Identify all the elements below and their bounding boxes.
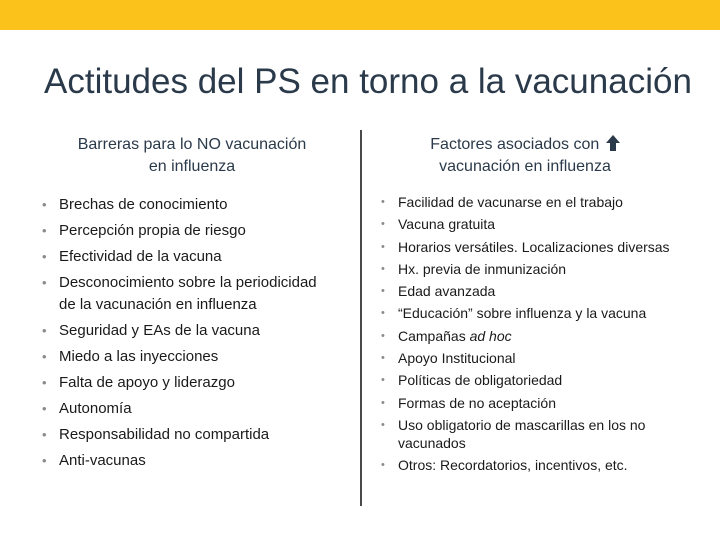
bullet: • (42, 223, 47, 238)
barriers-list (42, 194, 317, 476)
list-item: • Desconocimiento sobre la periodicidad de la vacunación en influenza (42, 274, 317, 313)
right-heading-line1: Factores asociados con (430, 136, 600, 153)
bullet: • (381, 459, 385, 472)
bullet: • (381, 418, 385, 431)
list-item: • Vacuna gratuita (381, 216, 496, 233)
bullet: • (381, 396, 385, 409)
list-item: • Efectividad de la vacuna (42, 246, 317, 268)
list-item: • Campañas ad hoc (381, 327, 512, 344)
bullet: • (381, 374, 385, 387)
bullet: • (381, 218, 385, 231)
list-item: • Brechas de conocimiento (42, 194, 317, 216)
right-column-heading (405, 134, 645, 178)
right-heading-line2: vacunación en influenza (439, 158, 611, 175)
list-item: • Políticas de obligatoriedad (381, 372, 563, 389)
bullet: • (42, 427, 47, 442)
list-item: • Miedo a las inyecciones (42, 346, 317, 368)
list-item: • Seguridad y EAs de la vacuna (42, 320, 317, 342)
list-item: • Anti-vacunas (42, 450, 317, 472)
list-item: • Falta de apoyo y liderazgo (42, 372, 317, 394)
list-item: • Apoyo Institucional (381, 350, 516, 367)
list-item: • Edad avanzada (381, 283, 496, 300)
column-divider (360, 130, 362, 506)
list-item: • Formas de no aceptación (381, 394, 556, 411)
factors-list (381, 193, 706, 479)
left-column-heading (60, 134, 324, 178)
bullet: • (42, 275, 47, 290)
slide-title: Actitudes del PS en torno a la vacunación (44, 62, 692, 101)
bullet: • (42, 249, 47, 264)
list-item: • Otros: Recordatorios, incentivos, etc. (381, 457, 628, 474)
top-accent-bar (0, 0, 720, 30)
list-item: • “Educación” sobre influenza y la vacuna (381, 305, 647, 322)
bullet: • (42, 349, 47, 364)
list-item: • Percepción propia de riesgo (42, 220, 317, 242)
bullet: • (381, 262, 385, 275)
bullet: • (42, 375, 47, 390)
bullet: • (42, 401, 47, 416)
italic-ad-hoc: ad hoc (469, 327, 512, 344)
bullet: • (42, 197, 47, 212)
list-item: • Uso obligatorio de mascarillas en los no vacunados (381, 416, 646, 451)
bullet: • (381, 240, 385, 253)
list-item: • Facilidad de vacunarse en el trabajo (381, 194, 623, 210)
bullet: • (42, 323, 47, 338)
list-item: • Autonomía (42, 398, 317, 420)
list-item: • Horarios versátiles. Localizaciones diversas (381, 238, 670, 255)
list-item: • Hx. previa de inmunización (381, 260, 567, 277)
bullet: • (42, 453, 47, 468)
bullet: • (381, 196, 385, 208)
bullet: • (381, 285, 385, 298)
bullet: • (381, 352, 385, 365)
bullet: • (381, 329, 385, 342)
left-heading-line1: Barreras para lo NO vacunación (77, 136, 307, 153)
bullet: • (381, 307, 385, 320)
list-item: • Responsabilidad no compartida (42, 424, 317, 446)
left-heading-line2: en influenza (148, 158, 236, 175)
up-arrow-icon (606, 135, 620, 151)
